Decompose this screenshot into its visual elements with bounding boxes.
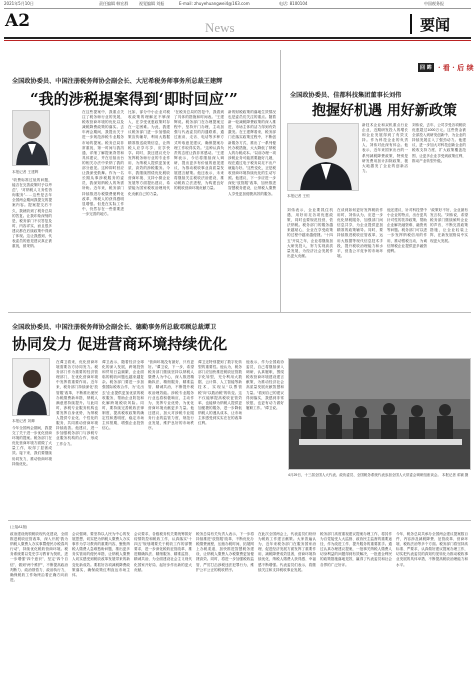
story3-col-4: “营商环境没有最好，只有更好。”谭卫说，下一步，希望税务部门继续坚持以纳税人缴费人为中心，深入推进精确执法、精细服务、精准监管、精诚共治，不断提升税收治理效能。涉税专业服务行业也将积极响应，主动作为，发挥专业优势，为优化营商环境贡献更多力量。他还建议，加大对涉税专业服务行业的监管力度，规范行业发展，维护良好的市场秩序。	[148, 360, 194, 431]
continuation-note: (上接A1版)	[10, 525, 28, 529]
story1-kicker: 全国政协委员、中国注册税务师协会副会长、大尼希税务师事务所总裁王建辉	[12, 78, 223, 85]
masthead-rule	[4, 8, 471, 9]
section-divider	[8, 312, 471, 313]
section-chinese: 要闻	[420, 16, 451, 34]
story1-portrait	[12, 110, 50, 166]
cont-col-4: 税务总局有关负责人表示，下一步将持续推进“放管服”改革，不断优化办税缴费流程，压缩办税时间，拓展网上办税渠道，加快推进智慧税务建设，让纳税人缴费人办税缴费更加便捷高效。同时，将进一步加强税收监管，严厉打击涉税违法犯罪行为，维护公平公正的税收秩序。	[196, 532, 254, 572]
cont-col-1: 政治建设统领税收现代化建设，全面推进税收征管改革，深入开展“我为纳税人缴费人办实事暨便民办税春风行动”，持续优化税收营商环境。税务系统要以党史学习教育为契机，进一步增强“四个意识”、坚定“四个自信”、做到“两个维护”，不断提高政治判断力、政治领悟力、政治执行力，确保税收工作始终沿着正确方向前进。	[10, 532, 68, 582]
date: 2021年5月10日	[4, 1, 34, 6]
cont-col-3: 会议要求，各级税务机关要统筹抓好疫情防控和税收工作，认真落实“十四五”规划纲要关于税收工作的部署要求，进一步深化税收征管改革，推进精确执法、精细服务、精准监管、精诚共治，为全面建设社会主义现代化国家开好局、起好步作出新的更大贡献。	[134, 532, 192, 572]
story3-group-photo	[288, 358, 471, 470]
designer: 视觉编辑 刘振	[139, 1, 165, 6]
story2-col-4: 在谈到如何更好发挥税收作用时，刘伟认为，应进一步优化纳税服务，加强部门间信息共享，为企业提供更加精准的政策辅导。同时，要持续推进税收征管改革，运用大数据等现代信息技术手段，提升税收治理能力和水平，营造公平竞争的市场环境。	[337, 208, 383, 258]
story3-col-2: 在谭卫看来，优化营商环境需要各方协同发力。税务部门作为重要的经济管理部门，在优化营商环境中发挥着重要作用。近年来，税务部门持续深化“放管服”改革，不断推出便民办税缴费新举措，纳税人满意度持续提升。与此同时，涉税专业服务机构也要发挥自身优势，为纳税人提供专业化、个性化的服务，共同推动营商环境持续改善。他建议，进一步加强税务部门与涉税专业服务机构的合作，形成工作合力。	[56, 360, 98, 446]
story3-headline: 协同发力 促进营商环境持续优化	[12, 335, 228, 353]
cont-col-5: 在此次全国两会上，代表委员们纷纷为税收工作建言献策。大家普遍认为，近年来税务部门在服务国家治理、促进经济发展方面发挥了重要作用，减税降费成效显著，营商环境持续优化，纳税人缴费人获得感、幸福感不断增强。代表委员们表示，将继续关注和支持税收事业发展。	[258, 532, 316, 572]
story3-kicker: 全国政协委员、中国注册税务师协会副会长、德勤事务所总裁邓顾总裁谭卫	[12, 324, 217, 331]
story2-col-6: “政策好不好，企业最有发言权。”刘伟说，希望税务部门继续倾听企业的声音，不断完善政策措施，让企业轻装上阵，在新发展格局中实现更大发展。	[430, 208, 468, 243]
story1-col-1: “收费标准过低的问题，能否在完善政策时予以考虑”，“对纳税人义务性咨询服务”……这些是去年全国两会期间我提交的提案内容。提案提交后不久，我就收到了税务总局的答复。让我印象深刻的是，税务部门不仅答复及时、内容详实，而且很多建议都在后续政策中得到了体现。这让我感到，代表委员的意见建议真正被重视，被采纳。	[12, 178, 52, 249]
portrait-image	[13, 111, 50, 166]
column-divider	[280, 50, 281, 312]
email: E-mail: zhuyehuangwei4@163.com	[179, 1, 250, 6]
group-photo-image	[289, 359, 471, 470]
masthead-info	[4, 0, 471, 8]
cont-col-7: 今年，税务总局共承办全国两会建议提案数百件，内容涉及减税降费、征管改革、营商环境、税收法治等多个方面。税务部门将坚持高标准、严要求，认真做好建议提案办理工作，切实把代表委员的真知灼见转化为推动税收事业发展的具体举措，不断提高税收治理能力和水平。	[396, 532, 468, 567]
group-caption-text: 4月29日，十三届全国人大代表、政协委员、全国税务系统代表参加全国人大常委会调研组座谈会。	[288, 473, 441, 477]
story2-badge-label: · 看 · 后 续	[438, 63, 474, 72]
section-divider-bottom	[8, 520, 471, 521]
story3-col-6: 他表示，作为全国政协委员，自己将继续深入调研，认真履职，围绕税收营商环境建设建言献策，为推动经济社会高质量发展贡献智慧和力量。“看到自己的建议得到落实，我感到非常欣慰，也更有动力做好履职工作。”谭卫说。	[246, 360, 284, 410]
editor: 责任编辑 韩宏群	[99, 1, 129, 6]
story1-col-5: 新的财税政策的落地生效情况也是委员们关注的重点。随着新一轮减税降费政策的深入推进，市场主体的活力得到有效激发。在王建辉看来，税务部门在落实政策过程中，不断创新服务方式，推出了一系列便民办税措施，大大降低了纳税人的办税成本。“以前办理一项涉税业务可能需要跑好几趟，现在通过电子税务局足不出户就能办好。”这些变化，正是税收营商环境持续优化的生动写照。他建议，下一步应进一步深化“放管服”改革，加快推进智慧税务建设，让纳税人缴费人享受更加便捷高效的服务。	[228, 110, 276, 196]
story3-group-caption	[288, 473, 471, 485]
page-number: A2	[5, 11, 31, 31]
cont-col-2: 会议强调，要坚持以人民为中心的发展思想，切实把为纳税人缴费人办实事作为学习教育的重要内容，聚焦纳税人缴费人急难愁盼问题，推出更多务实管用的便民举措，让纳税人缴费人切实感受到税收改革发展带来的新变化新成效。要抓好各项减税降费政策落实，确保政策红利直达市场主体。	[72, 532, 130, 577]
story1-photo-caption: 本报记者 王建辉	[12, 170, 39, 174]
story2-photo-caption: 本报记者 王恒	[287, 194, 310, 198]
story3-portrait	[12, 358, 50, 416]
story2-col-1: 新技术企业和双机重点行业企业，近期研发投入的增长和企业发展得到了有效支持。作为科技企业的负责人，刘伟对此深有体会。他表示，近年来国家出台的一系列减税降费政策，特别是研发费用加计扣除政策，极大地激发了企业的创新活力。	[362, 123, 408, 173]
group-caption-credit: 本报记者 邓颖 摄	[441, 473, 469, 477]
story2-portrait	[287, 123, 359, 191]
story3-col-5: 谭卫还特别提到了数字化转型的重要性。他认为，税务部门应加快推进税收征管数字化转型，充分利用大数据、云计算、人工智能等新技术，实现从“以票管税”向“以数治税”的转变。这不仅能够提高税收征管效率，也能够为纳税人提供更加便捷的服务，进一步降低纳税人的遵从成本，让市场主体感受到实实在在的改革红利。	[198, 360, 242, 426]
header-rule	[4, 37, 471, 39]
cont-col-6: 税务部门高度重视建议提案办理工作，将其作为自觉接受人大监督、政协民主监督的重要途径，作为改进工作、提升服务的重要抓手。通过认真办理建议提案，一批事关纳税人缴费人切身利益的问题得到有效解决，一批惠企利民的政策措施落地见效，赢得了代表委员和社会各界的广泛好评。	[320, 532, 392, 567]
paper-name: 中国税务报	[424, 1, 444, 6]
story1-col-4: “在税务总局的答复中，我看到了具体的措施和时间表。”王建辉说。税务部门在办理提案过程中，坚持开门办理，主动加强与代表委员的沟通联系，通过座谈、走访、电话等多种方式听取意见建议，确保提案办理工作取得实效。“这种认真负责的态度让我非常感动。”王建辉表示，今后将继续深入调研，提出更多有价值的意见建议，为推动税收事业高质量发展建言献策。他还表示，未来将继续关注税收法治建设，推动税收立法进程，为构建良好的税收营商环境贡献力量。	[174, 110, 224, 191]
story2-kicker: 全国政协委员、佳都科技集团董事长刘伟	[290, 92, 402, 99]
story2-headline: 抱握好机遇 用好新政策	[312, 103, 457, 119]
story1-col-2: 在这些提案中，我重点关注了税务师行业的发展，税收营商环境的优化以及减税降费政策的落实。去年两会期间，我提出关于进一步规范涉税专业服务市场的提案。税务总局非常重视，第一时间与我沟通，详细了解提案背景和具体建议，并在后续出台的相关办法中采纳了我的部分意见。这种即时回应让我深受鼓舞。作为一名长期从事涉税服务的委员，我深知纳税人的所需所盼。近年来，税务部门持续推进办税缴费便利化改革，纳税人的获得感明显增强。但是在实际工作中，仍然存在一些需要进一步完善的地方。	[82, 110, 124, 216]
story3-col-3: 谭卫表示，随着经济全球化的深入发展，跨境投资和贸易日益频繁，企业面临的税收问题也越来越复杂。税务部门要进一步加强国际税收合作，为“走出去”企业提供更加优质的税收服务，帮助企业防范和化解跨境税收风险。同时，要持续完善税收法律制度，提高税收政策的确定性和透明度，稳定市场主体预期，增强企业投资信心。	[102, 360, 144, 431]
portrait-image	[288, 124, 359, 191]
story2-col-3: 刘伟表示，企业要抓住机遇，用好用足各项优惠政策，同时也要规范经营，依法纳税。税务部门的服务越来越贴心，企业在享受政策的过程中越来越便捷。“十四五”开局之年，企业将继续加大研发投入，努力实现高质量发展，为经济社会发展作出更大贡献。	[287, 208, 333, 258]
story3-photo-caption: 本报记者 刘卿	[12, 419, 35, 423]
phone: 电话: 8100104	[279, 1, 308, 6]
header-rule-accent	[4, 40, 471, 41]
story2-col-2: 刘伟说，去年，公司享受各项税收优惠超过1000万元。这些资金被全部投入到研发创新中，为企业的持续发展注入了强劲动力。他建议，进一步加大对科技创新企业的税收支持力度，扩大政策覆盖范围，让更多企业享受到政策红利，推动产业转型升级。	[412, 123, 466, 163]
section-english: News	[205, 20, 235, 35]
portrait-image	[13, 359, 50, 416]
story3-col-1: 今年全国两会期间，我提交了关于进一步优化营商环境的提案。税务部门在优化营商环境方面做了大量工作，取得了显著成效。接下来，我们要继续协同发力，推动营商环境持续优化。	[12, 426, 52, 466]
story2-col-5: 他还建议，针对科技型中小企业的特点，出台更具针对性的扶持政策，帮助企业解决融资难、融资贵等问题。税务部门可以进一步发挥纳税信用的作用，推动银税互动，为诚信纳税企业提供更多融资便利。	[387, 208, 427, 253]
story1-headline: “我的涉税提案得到‘即时回应’”	[30, 90, 238, 108]
story1-col-3: 比如，部分中小企业对税收政策的理解还不够深入，在享受优惠政策时存在一定困难。为此，我建议税务部门进一步加强政策宣传辅导，利用大数据精准推送政策信息，让纳税人应享尽享、应享快享。同时，我还建议充分发挥税务师行业的专业作用，为纳税人提供更加优质、高效的涉税服务。今年，我继续围绕优化税收营商环境、支持小微企业发展等方面提出建议，希望能为国家税收治理现代化贡献自己的力量。	[128, 110, 170, 196]
story2-badge: 回 眸	[420, 65, 432, 71]
